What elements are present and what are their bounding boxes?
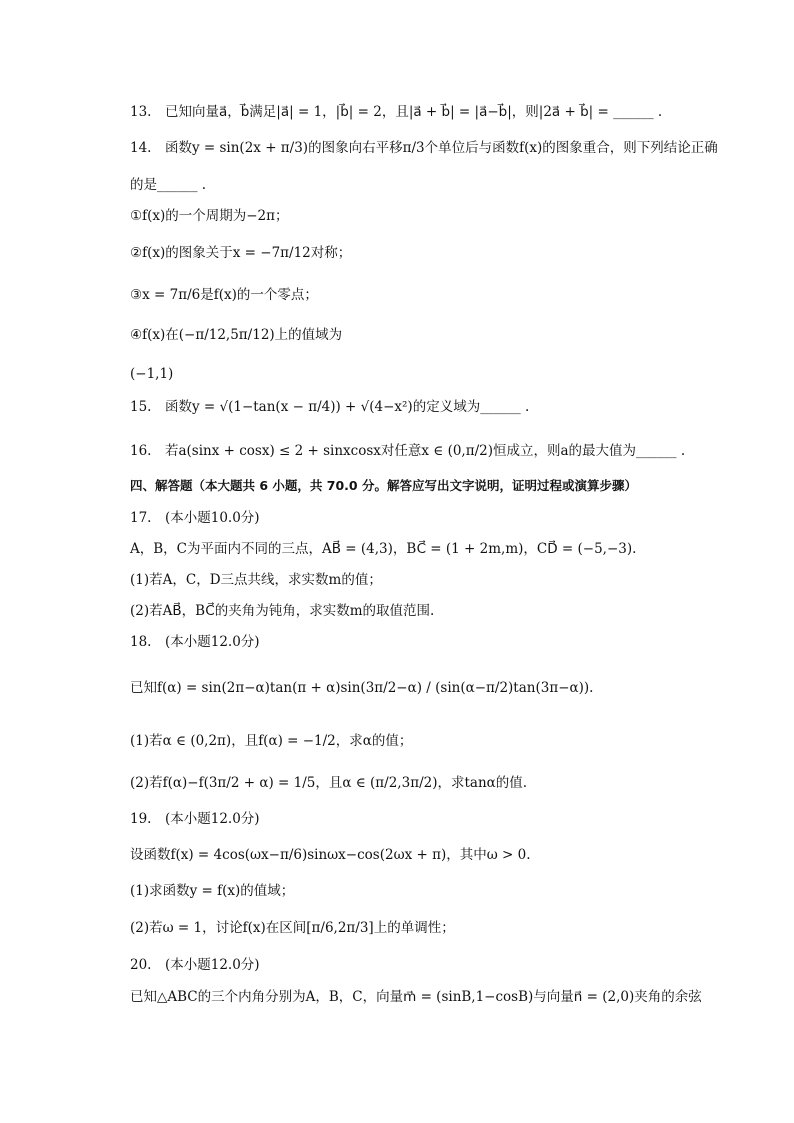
problem-19-heading: 19. (本小题12.0分) [130, 811, 260, 827]
problem-18-heading: 18. (本小题12.0分) [130, 634, 260, 650]
problem-17-part-2: (2)若AB⃗，BC⃗的夹角为钝角，求实数m的取值范围. [130, 603, 435, 619]
problem-14-cont: 的是______ . [130, 177, 207, 193]
problem-14-option-1: ①f(x)的一个周期为−2π； [130, 208, 289, 224]
problem-17-part-1: (1)若A，C，D三点共线，求实数m的值； [130, 572, 382, 588]
problem-20-stem: 已知△ABC的三个内角分别为A，B，C，向量m⃗ = (sinB,1−cosB)与向量n⃗ = (2,0)夹角的余弦 [130, 989, 702, 1005]
problem-14-option-3: ③x = 7π/6是f(x)的一个零点； [130, 287, 318, 303]
problem-13: 13. 已知向量a⃗，b⃗满足|a⃗| = 1，|b⃗| = 2，且|a⃗ + b⃗| = |a⃗−b⃗|，则|2a⃗ + b⃗| = ______ . [130, 104, 663, 120]
problem-14-option-4-cont: (−1,1) [130, 366, 174, 382]
problem-14-option-4: ④f(x)在(−π/12,5π/12)上的值域为 [130, 327, 343, 343]
problem-14: 14. 函数y = sin(2x + π/3)的图象向右平移π/3个单位后与函数f(x)的图象重合，则下列结论正确 [130, 140, 718, 156]
section-heading: 四、解答题（本大题共 6 小题，共 70.0 分。解答应写出文字说明，证明过程或演算步骤） [130, 478, 637, 493]
problem-19-part-2: (2)若ω = 1，讨论f(x)在区间[π/6,2π/3]上的单调性； [130, 920, 455, 936]
problem-20-heading: 20. (本小题12.0分) [130, 957, 260, 973]
problem-18-part-2: (2)若f(α)−f(3π/2 + α) = 1/5，且α ∈ (π/2,3π/2)，求tanα的值. [130, 775, 528, 791]
problem-15: 15. 函数y = √(1−tan(x − π/4)) + √(4−x²)的定义域为______ . [130, 399, 530, 415]
problem-19-part-1: (1)求函数y = f(x)的值域； [130, 883, 295, 899]
problem-17-stem: A，B，C为平面内不同的三点，AB⃗ = (4,3)，BC⃗ = (1 + 2m,m)，CD⃗ = (−5,−3). [130, 541, 637, 557]
problem-18-stem: 已知f(α) = sin(2π−α)tan(π + α)sin(3π/2−α) / (sin(α−π/2)tan(3π−α)). [130, 680, 594, 696]
problem-18-part-1: (1)若α ∈ (0,2π)，且f(α) = −1/2，求α的值； [130, 733, 413, 749]
problem-16: 16. 若a(sinx + cosx) ≤ 2 + sinxcosx对任意x ∈ (0,π/2)恒成立，则a的最大值为______ . [130, 443, 686, 459]
problem-14-option-2: ②f(x)的图象关于x = −7π/12对称； [130, 245, 352, 261]
problem-17-heading: 17. (本小题10.0分) [130, 510, 260, 526]
problem-19-stem: 设函数f(x) = 4cos(ωx−π/6)sinωx−cos(2ωx + π)，其中ω > 0. [130, 847, 531, 863]
